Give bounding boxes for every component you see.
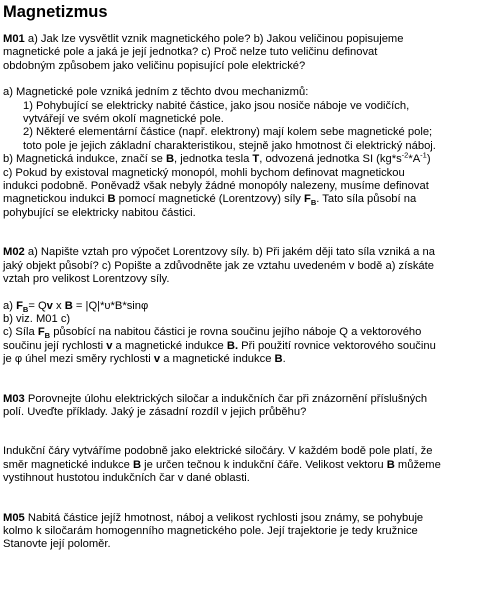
text-run: a magnetické indukce [112, 339, 227, 352]
answer-line [3, 340, 479, 353]
answer-m01 [3, 86, 479, 220]
text-run: . Tato síla působí na [316, 193, 417, 206]
answer-line: 2) Některé elementární částice (např. elektrony) mají kolem sebe magnetické pole; [23, 126, 433, 139]
spacer [3, 220, 479, 246]
answer-line: a) Magnetické pole vzniká jedním z těchto dvou mechanizmů: [3, 86, 309, 99]
text-run: můžeme [394, 458, 441, 471]
question-id: M03 [3, 392, 25, 405]
symbol-f: F [303, 193, 311, 206]
symbol-b: B [165, 153, 175, 166]
question-text: magnetické pole a jaká je její jednotka? c) Proč nelze tuto veličinu definovat [3, 46, 378, 59]
question-m05 [3, 512, 479, 552]
superscript: -2 [401, 150, 409, 160]
text-run: b) Magnetická indukce, značí se [3, 153, 166, 166]
answer-line [3, 353, 479, 366]
question-text: vztah pro velikost Lorentzovy síly. [3, 273, 170, 286]
text-run: součinu její rychlosti [3, 339, 107, 352]
text-run: směr magnetické indukce [3, 458, 133, 471]
symbol-f: F [37, 326, 45, 339]
answer-line [3, 326, 479, 339]
text-run: = |Q|*υ*B*sinφ [72, 299, 149, 312]
question-text: Porovnejte úlohu elektrických siločar a indukčních čar při znázornění příslušných [24, 392, 428, 405]
symbol-f: F [16, 299, 23, 312]
text-run: c) Síla [3, 326, 38, 339]
answer-line [3, 459, 479, 472]
symbol-b: B. [226, 339, 239, 352]
spacer [3, 73, 479, 86]
text-run: = Q [28, 299, 47, 312]
question-text: polí. Uveďte příklady. Jaký je zásadní rozdíl v jejich průběhu? [3, 405, 307, 418]
answer-line: toto pole je jejich základní charakteristikou, stejně jako hmotnost či elektrický náboj. [23, 139, 436, 152]
text-run: Při použití rovnice vektorového součinu [238, 339, 436, 352]
question-m03 [3, 393, 479, 420]
text-run: *A [408, 153, 421, 166]
answer-line: vytvářejí ve svém okolí magnetické pole. [23, 113, 224, 126]
subscript: B [22, 304, 29, 314]
answer-line: indukci podobně. Poněvadž však nebyly žádné monopóly nalezeny, musíme definovat [3, 180, 429, 193]
unit-t: T [252, 153, 260, 166]
subscript: B [44, 331, 51, 341]
subscript: B [310, 198, 317, 208]
spacer [3, 419, 479, 445]
question-id: M01 [3, 33, 25, 45]
text-run: . [282, 353, 286, 366]
superscript: -1 [420, 150, 427, 160]
symbol-b: B [386, 458, 395, 471]
answer-line: pohybující se elektricky nabitou částici. [3, 206, 196, 219]
question-text: kolmo k siločarám homogenního magnetického pole. Její trajektorie je tedy kružnice [3, 524, 418, 537]
text-run: a magnetické indukce [160, 353, 275, 366]
formula-line [3, 300, 479, 313]
answer-line: Indukční čáry vytváříme podobně jako elektrické siločáry. V každém bodě pole platí, že [3, 445, 433, 458]
question-text: Nabitá částice jejíž hmotnost, náboj a velikost rychlosti jsou známy, se pohybuje [24, 511, 424, 524]
text-run: , jednotka tesla [174, 153, 253, 166]
symbol-b: B [107, 193, 116, 206]
spacer [3, 486, 479, 512]
text-run: x [52, 299, 65, 312]
text-run: magnetickou indukci [3, 193, 108, 206]
question-m01 [3, 33, 479, 73]
text-run: je φ úhel mezi směry rychlosti [3, 353, 154, 366]
page-title: Magnetizmus [3, 3, 108, 21]
question-text: Stanovte její poloměr. [3, 538, 111, 551]
text-run: působící na nabitou částici je rovna součinu jejího náboje Q a vektorového [50, 326, 422, 339]
answer-line [3, 193, 479, 206]
spacer [3, 22, 479, 33]
spacer [3, 287, 479, 300]
text-run: a) [3, 299, 17, 312]
text-run: , odvozená jednotka SI (kg*s [259, 153, 402, 166]
text-run: je určen tečnou k indukční čáře. Velikost vektoru [141, 458, 387, 471]
question-text: jaký objekt působí? c) Popište a zdůvodněte jak ze vztahu uvedeném v bodě a) získáte [3, 259, 434, 272]
symbol-b: B [274, 353, 283, 366]
answer-line: vystihnout hustotou indukčních čar v dané oblasti. [3, 472, 250, 485]
answer-line: 1) Pohybující se elektricky nabité částice, jako jsou nosiče náboje ve vodičích, [23, 99, 410, 112]
spacer [3, 367, 479, 393]
answer-line [3, 150, 479, 166]
symbol-v: v [153, 353, 161, 366]
text-run: ) [426, 153, 431, 166]
question-text: a) Napište vztah pro výpočet Lorentzovy síly. b) Při jakém ději tato síla vzniká a na [24, 246, 435, 259]
symbol-v: v [106, 339, 113, 352]
question-id: M02 [3, 246, 25, 259]
question-m02 [3, 246, 479, 286]
answer-m02 [3, 300, 479, 367]
symbol-v: v [46, 299, 53, 312]
symbol-b: B [132, 458, 142, 471]
answer-m03 [3, 445, 479, 485]
text-run: pomocí magnetické (Lorentzovy) síly [115, 193, 304, 206]
answer-line: b) viz. M01 c) [3, 312, 71, 325]
question-text: obdobným způsobem jako veličinu popisující pole elektrické? [3, 59, 306, 72]
symbol-b: B [64, 299, 73, 312]
document [3, 2, 479, 552]
answer-line: c) Pokud by existoval magnetický monopól, mohli bychom definovat magnetickou [3, 166, 405, 179]
question-id: M05 [3, 511, 25, 524]
question-text: a) Jak lze vysvětlit vznik magnetického pole? b) Jakou veličinou popisujeme [24, 33, 404, 45]
